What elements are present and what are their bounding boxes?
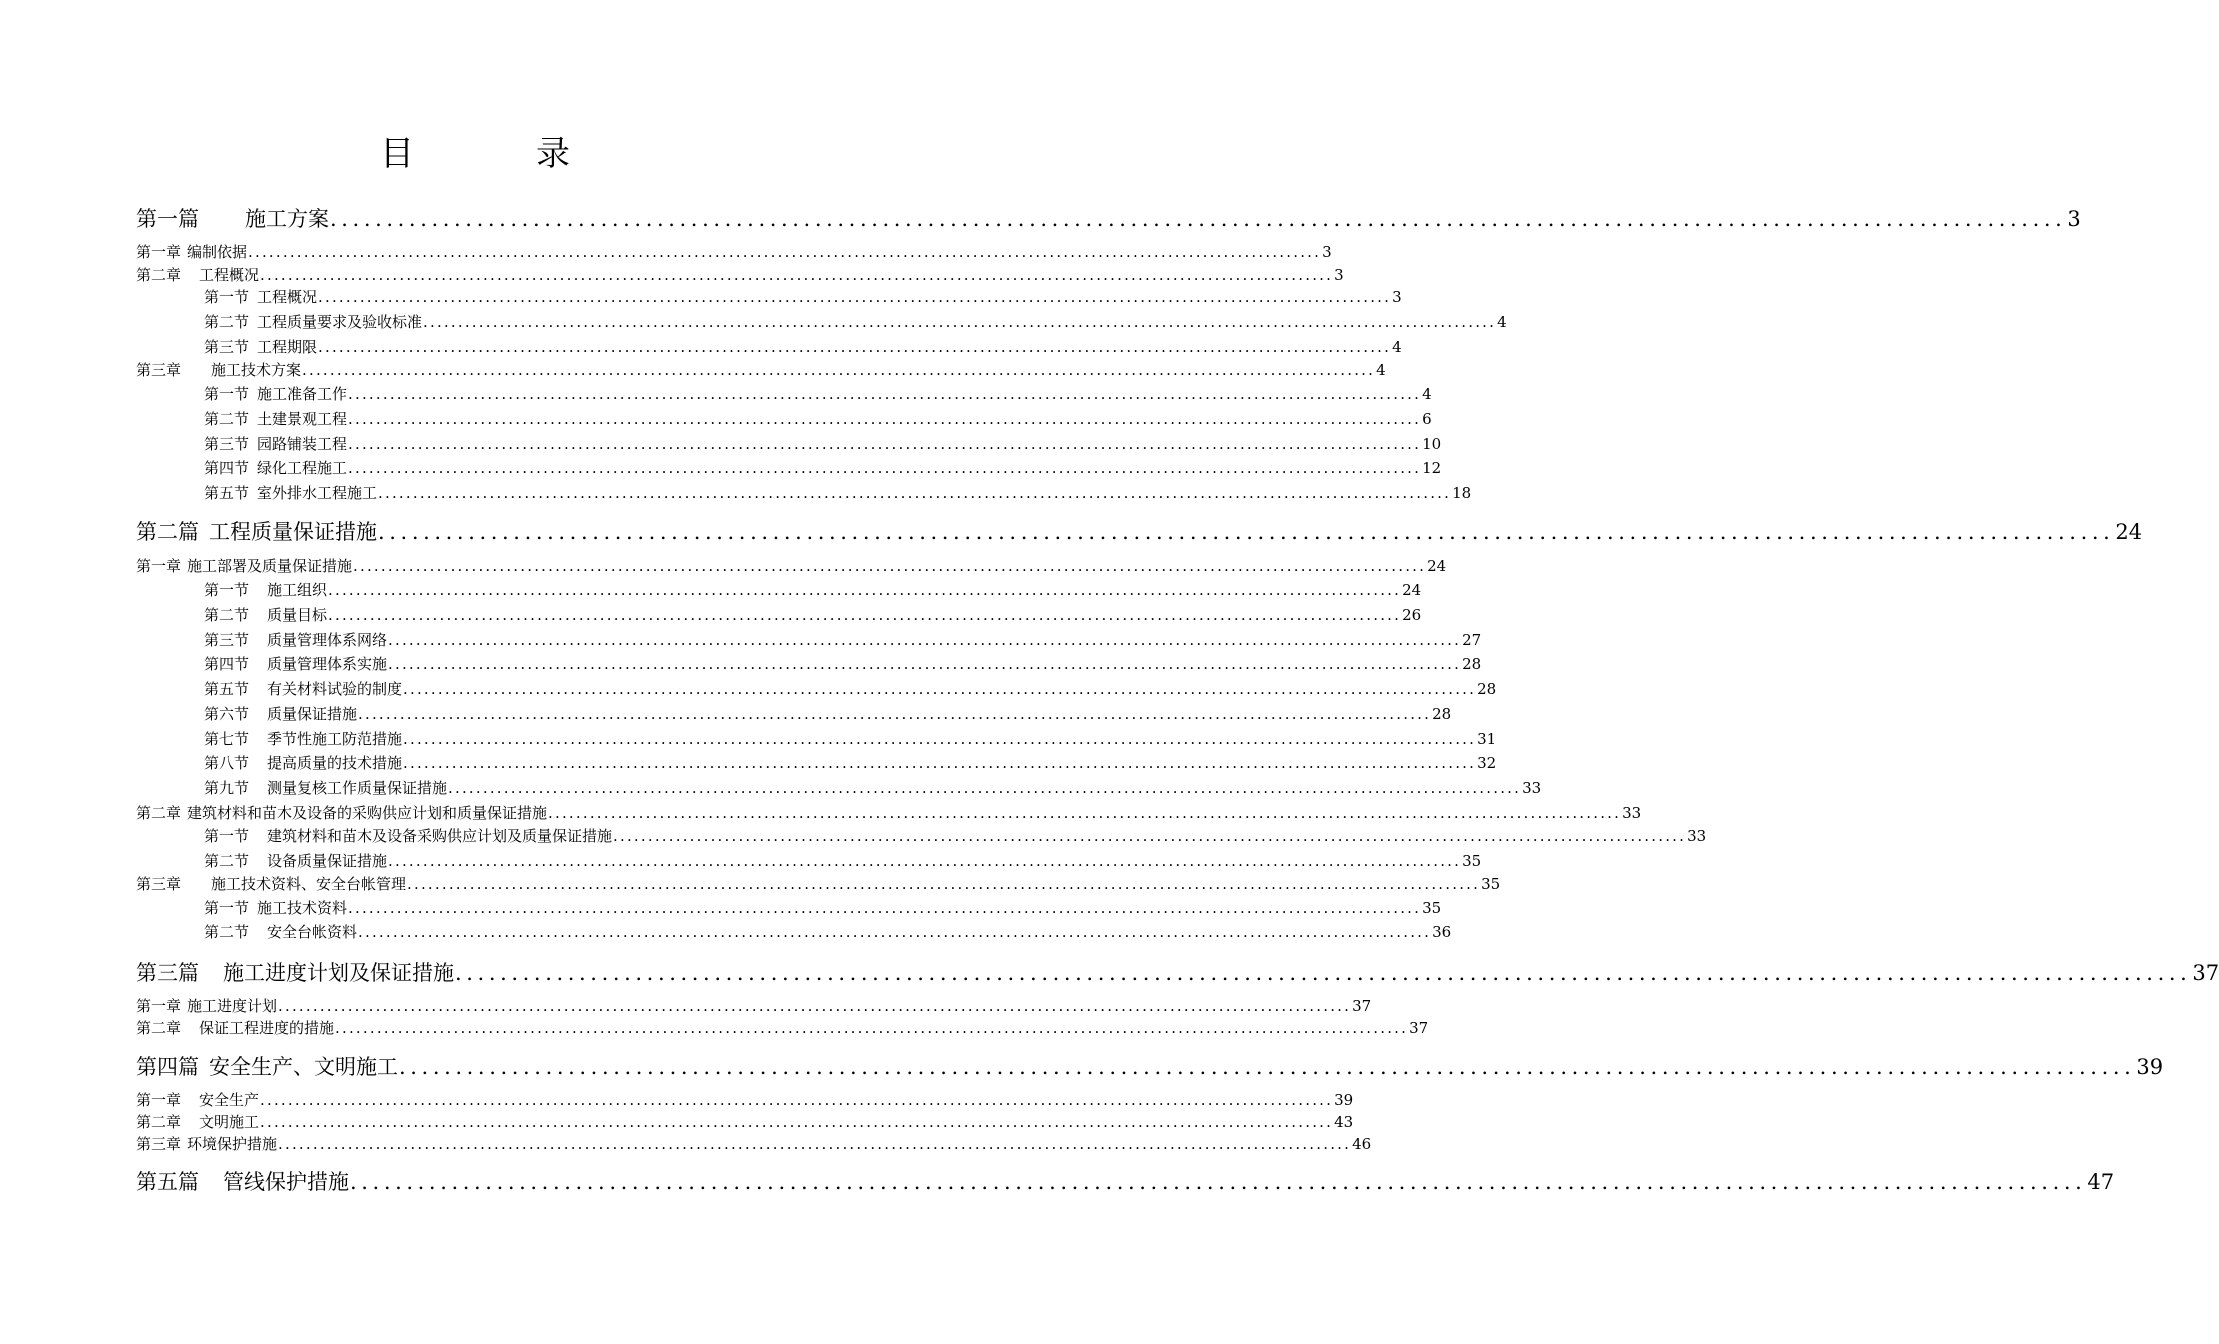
toc-dot-leader: .......................................................................................................................................................... <box>548 804 1622 822</box>
toc-entry-label <box>204 579 327 600</box>
toc-entry-label <box>136 1133 277 1154</box>
toc-entry[interactable] <box>204 311 1507 333</box>
toc-entry-prefix: 第二节 <box>204 923 250 941</box>
toc-entry-label <box>136 203 329 233</box>
toc-entry[interactable] <box>204 408 1432 430</box>
toc-entry[interactable] <box>136 203 2081 231</box>
toc-entry-prefix: 第五节 <box>204 484 250 502</box>
toc-entry-title: 安全生产 <box>199 1091 260 1109</box>
toc-dot-leader: .......................................................................................................................................................... <box>318 288 1392 306</box>
toc-page-number: 35 <box>1422 899 1442 917</box>
toc-page-number: 32 <box>1477 754 1497 772</box>
toc-dot-leader: .......................................................................................................................................................... <box>455 961 2192 985</box>
toc-entry[interactable] <box>204 921 1452 943</box>
toc-page-number: 35 <box>1481 875 1501 893</box>
toc-entry[interactable] <box>204 653 1482 675</box>
toc-page-number: 47 <box>2087 1170 2115 1194</box>
toc-entry[interactable] <box>204 457 1442 479</box>
toc-entry-prefix: 第八节 <box>204 754 250 772</box>
toc-entry-title: 工程质量保证措施 <box>209 520 377 544</box>
toc-entry-label <box>136 1111 259 1132</box>
toc-dot-leader: .......................................................................................................................................................... <box>330 207 2067 231</box>
toc-entry-label <box>204 408 347 429</box>
toc-dot-leader: .......................................................................................................................................................... <box>348 385 1422 403</box>
toc-dot-leader: .......................................................................................................................................................... <box>399 1055 2136 1079</box>
toc-entry-prefix: 第二节 <box>204 606 250 624</box>
toc-page-number: 33 <box>1622 804 1642 822</box>
toc-entry-label <box>136 802 547 823</box>
toc-entry-label <box>204 336 317 357</box>
toc-entry-label <box>204 703 357 724</box>
toc-page-number: 24 <box>2115 520 2143 544</box>
toc-entry-prefix: 第三篇 <box>136 961 199 985</box>
toc-entry-label <box>204 629 387 650</box>
toc-entry-title: 施工技术资料 <box>257 899 348 917</box>
toc-entry-label <box>204 383 347 404</box>
toc-entry[interactable] <box>204 728 1497 750</box>
toc-entry[interactable] <box>136 957 2219 985</box>
toc-page-number: 28 <box>1477 680 1497 698</box>
toc-entry[interactable] <box>136 1017 1429 1039</box>
toc-entry-label <box>136 957 454 987</box>
toc-dot-leader: .......................................................................................................................................................... <box>378 520 2115 544</box>
toc-entry-label <box>204 921 357 942</box>
toc-entry[interactable] <box>204 825 1707 847</box>
toc-entry-prefix: 第二节 <box>204 410 250 428</box>
toc-entry-title: 环境保护措施 <box>187 1135 278 1153</box>
toc-entry-title: 施工方案 <box>245 207 329 231</box>
toc-dot-leader: .......................................................................................................................................................... <box>260 1113 1334 1131</box>
toc-entry-prefix: 第三章 <box>136 361 182 379</box>
toc-entry[interactable] <box>204 604 1422 626</box>
toc-page-number: 24 <box>1402 581 1422 599</box>
toc-page-number: 31 <box>1477 730 1497 748</box>
toc-entry[interactable] <box>204 678 1497 700</box>
toc-dot-leader: .......................................................................................................................................................... <box>302 361 1376 379</box>
toc-entry-prefix: 第一节 <box>204 581 250 599</box>
toc-dot-leader: .......................................................................................................................................................... <box>348 410 1422 428</box>
toc-entry-label <box>136 264 259 285</box>
toc-dot-leader: .......................................................................................................................................................... <box>260 266 1334 284</box>
toc-entry[interactable] <box>204 777 1542 799</box>
toc-entry-prefix: 第一章 <box>136 1091 182 1109</box>
toc-dot-leader: .......................................................................................................................................................... <box>403 680 1477 698</box>
toc-entry-title: 编制依据 <box>187 243 248 261</box>
toc-entry-title: 室外排水工程施工 <box>257 484 378 502</box>
toc-page-number: 4 <box>1392 338 1402 356</box>
toc-entry-prefix: 第四节 <box>204 655 250 673</box>
toc-page-number: 4 <box>1497 313 1507 331</box>
toc-entry-prefix: 第七节 <box>204 730 250 748</box>
toc-page-number: 35 <box>1462 852 1482 870</box>
toc-entry-prefix: 第一章 <box>136 557 182 575</box>
toc-dot-leader: .......................................................................................................................................................... <box>353 557 1427 575</box>
toc-entry-prefix: 第一节 <box>204 288 250 306</box>
toc-entry[interactable] <box>136 264 1344 286</box>
toc-page-number: 36 <box>1432 923 1452 941</box>
toc-dot-leader: .......................................................................................................................................................... <box>378 484 1452 502</box>
toc-entry-label <box>204 728 402 749</box>
toc-entry[interactable] <box>204 482 1472 504</box>
toc-entry-label <box>204 286 317 307</box>
toc-page-number: 4 <box>1422 385 1432 403</box>
toc-entry-label <box>136 1089 259 1110</box>
toc-entry-prefix: 第二章 <box>136 1113 182 1131</box>
toc-dot-leader: .......................................................................................................................................................... <box>448 779 1522 797</box>
toc-entry-label <box>136 873 406 894</box>
toc-entry[interactable] <box>204 433 1442 455</box>
toc-entry-label <box>136 995 277 1016</box>
toc-page-number: 39 <box>1334 1091 1354 1109</box>
toc-page-number: 43 <box>1334 1113 1354 1131</box>
toc-entry-title: 施工进度计划及保证措施 <box>223 961 454 985</box>
toc-dot-leader: .......................................................................................................................................................... <box>248 243 1322 261</box>
toc-entry-prefix: 第四篇 <box>136 1055 199 1079</box>
toc-entry-title: 工程概况 <box>199 266 260 284</box>
toc-entry-title: 设备质量保证措施 <box>267 852 388 870</box>
toc-dot-leader: .......................................................................................................................................................... <box>358 923 1432 941</box>
toc-entry-title: 施工技术方案 <box>211 361 302 379</box>
toc-entry-prefix: 第一章 <box>136 243 182 261</box>
toc-page-number: 28 <box>1432 705 1452 723</box>
toc-dot-leader: .......................................................................................................................................................... <box>278 997 1352 1015</box>
toc-entry[interactable] <box>204 850 1482 872</box>
toc-entry-label <box>204 897 347 918</box>
toc-page-number: 37 <box>1409 1019 1429 1037</box>
toc-entry-title: 施工准备工作 <box>257 385 348 403</box>
toc-entry-prefix: 第三章 <box>136 1135 182 1153</box>
toc-entry-prefix: 第三节 <box>204 338 250 356</box>
toc-dot-leader: .......................................................................................................................................................... <box>403 730 1477 748</box>
toc-entry[interactable] <box>136 516 2143 544</box>
toc-page-number: 3 <box>1322 243 1332 261</box>
toc-dot-leader: .......................................................................................................................................................... <box>348 459 1422 477</box>
toc-entry[interactable] <box>204 897 1442 919</box>
toc-entry-label <box>204 604 327 625</box>
toc-page-number: 27 <box>1462 631 1482 649</box>
toc-dot-leader: .......................................................................................................................................................... <box>348 899 1422 917</box>
toc-entry-prefix: 第一篇 <box>136 207 199 231</box>
toc-entry-label <box>136 516 377 546</box>
toc-entry-label <box>204 311 422 332</box>
toc-entry-title: 质量管理体系网络 <box>267 631 388 649</box>
toc-entry-prefix: 第二节 <box>204 852 250 870</box>
toc-entry-prefix: 第一节 <box>204 385 250 403</box>
toc-page-number: 28 <box>1462 655 1482 673</box>
toc-entry[interactable] <box>204 286 1402 308</box>
toc-entry-prefix: 第一章 <box>136 997 182 1015</box>
toc-page-number: 33 <box>1687 827 1707 845</box>
toc-page-number: 37 <box>1352 997 1372 1015</box>
toc-entry[interactable] <box>136 1111 1354 1133</box>
toc-entry[interactable] <box>136 359 1386 381</box>
toc-entry[interactable] <box>136 1051 2164 1079</box>
toc-entry[interactable] <box>136 802 1642 824</box>
toc-entry-title: 质量管理体系实施 <box>267 655 388 673</box>
toc-page-number: 6 <box>1422 410 1432 428</box>
toc-entry-label <box>204 457 347 478</box>
toc-entry-title: 建筑材料和苗木及设备采购供应计划及质量保证措施 <box>267 827 613 845</box>
toc-page-number: 3 <box>2067 207 2081 231</box>
toc-entry-label <box>204 752 402 773</box>
toc-entry-prefix: 第二节 <box>204 313 250 331</box>
toc-page-number: 3 <box>1334 266 1344 284</box>
toc-entry-title: 文明施工 <box>199 1113 260 1131</box>
toc-entry-prefix: 第三节 <box>204 631 250 649</box>
toc-entry[interactable] <box>136 1089 1354 1111</box>
toc-dot-leader: .......................................................................................................................................................... <box>403 754 1477 772</box>
toc-entry-title: 建筑材料和苗木及设备的采购供应计划和质量保证措施 <box>187 804 548 822</box>
toc-entry-prefix: 第二篇 <box>136 520 199 544</box>
toc-entry-title: 测量复核工作质量保证措施 <box>267 779 448 797</box>
toc-entry-label <box>204 825 612 846</box>
toc-entry-prefix: 第二章 <box>136 266 182 284</box>
toc-entry-label <box>136 1051 398 1081</box>
toc-dot-leader: .......................................................................................................................................................... <box>358 705 1432 723</box>
toc-entry[interactable] <box>204 629 1482 651</box>
toc-entry[interactable] <box>136 873 1501 895</box>
toc-entry-title: 安全生产、文明施工 <box>209 1055 398 1079</box>
toc-entry-title: 质量目标 <box>267 606 328 624</box>
toc-entry-title: 工程期限 <box>257 338 318 356</box>
toc-entry-prefix: 第九节 <box>204 779 250 797</box>
toc-page-number: 4 <box>1376 361 1386 379</box>
toc-entry-title: 保证工程进度的措施 <box>199 1019 335 1037</box>
toc-entry-label <box>204 777 447 798</box>
toc-entry-prefix: 第二章 <box>136 1019 182 1037</box>
toc-entry-label <box>136 359 301 380</box>
toc-dot-leader: .......................................................................................................................................................... <box>318 338 1392 356</box>
toc-entry-prefix: 第四节 <box>204 459 250 477</box>
toc-page-number: 39 <box>2136 1055 2164 1079</box>
toc-dot-leader: .......................................................................................................................................................... <box>350 1170 2087 1194</box>
toc-entry-title: 管线保护措施 <box>223 1170 349 1194</box>
toc-entry[interactable] <box>136 1133 1372 1155</box>
toc-page-number: 26 <box>1402 606 1422 624</box>
toc-entry-label <box>204 433 347 454</box>
toc-entry[interactable] <box>204 579 1422 601</box>
toc-entry-label <box>136 241 247 262</box>
toc-entry[interactable] <box>204 336 1402 358</box>
toc-entry-prefix: 第六节 <box>204 705 250 723</box>
toc-entry-label <box>204 653 387 674</box>
toc-entry-title: 安全台帐资料 <box>267 923 358 941</box>
toc-entry-title: 提高质量的技术措施 <box>267 754 403 772</box>
toc-entry[interactable] <box>204 703 1452 725</box>
toc-entry-title: 绿化工程施工 <box>257 459 348 477</box>
toc-dot-leader: .......................................................................................................................................................... <box>260 1091 1334 1109</box>
toc-entry-prefix: 第五节 <box>204 680 250 698</box>
toc-dot-leader: .......................................................................................................................................................... <box>278 1135 1352 1153</box>
toc-entry[interactable] <box>136 241 1332 263</box>
toc-dot-leader: .......................................................................................................................................................... <box>407 875 1481 893</box>
toc-entry-label <box>204 482 377 503</box>
toc-dot-leader: .......................................................................................................................................................... <box>388 655 1462 673</box>
toc-entry[interactable] <box>136 1166 2115 1194</box>
toc-entry-title: 施工组织 <box>267 581 328 599</box>
toc-entry-prefix: 第二章 <box>136 804 182 822</box>
toc-entry-title: 施工进度计划 <box>187 997 278 1015</box>
toc-entry-title: 有关材料试验的制度 <box>267 680 403 698</box>
toc-dot-leader: .......................................................................................................................................................... <box>423 313 1497 331</box>
toc-dot-leader: .......................................................................................................................................................... <box>388 631 1462 649</box>
toc-entry[interactable] <box>204 383 1432 405</box>
toc-entry-label <box>136 1166 349 1196</box>
toc-entry-title: 土建景观工程 <box>257 410 348 428</box>
toc-page-number: 12 <box>1422 459 1442 477</box>
toc-entry-title: 季节性施工防范措施 <box>267 730 403 748</box>
toc-entry-label <box>136 555 352 576</box>
toc-entry-title: 工程质量要求及验收标准 <box>257 313 423 331</box>
toc-entry[interactable] <box>204 752 1497 774</box>
toc-page-number: 46 <box>1352 1135 1372 1153</box>
toc-dot-leader: .......................................................................................................................................................... <box>388 852 1462 870</box>
toc-page-number: 37 <box>2192 961 2219 985</box>
toc-entry-prefix: 第三章 <box>136 875 182 893</box>
toc-entry-title: 园路铺装工程 <box>257 435 348 453</box>
toc-entry[interactable] <box>136 555 1447 577</box>
page-title: 目 录 <box>380 134 614 174</box>
toc-page-number: 18 <box>1452 484 1472 502</box>
toc-entry-title: 施工部署及质量保证措施 <box>187 557 353 575</box>
toc-dot-leader: .......................................................................................................................................................... <box>328 606 1402 624</box>
toc-page-number: 3 <box>1392 288 1402 306</box>
toc-entry[interactable] <box>136 995 1372 1017</box>
toc-dot-leader: .......................................................................................................................................................... <box>335 1019 1409 1037</box>
toc-entry-title: 工程概况 <box>257 288 318 306</box>
toc-page-number: 10 <box>1422 435 1442 453</box>
toc-entry-title: 施工技术资料、安全台帐管理 <box>211 875 407 893</box>
toc-dot-leader: .......................................................................................................................................................... <box>348 435 1422 453</box>
toc-page-number: 33 <box>1522 779 1542 797</box>
toc-dot-leader: .......................................................................................................................................................... <box>613 827 1687 845</box>
toc-dot-leader: .......................................................................................................................................................... <box>328 581 1402 599</box>
toc-entry-prefix: 第三节 <box>204 435 250 453</box>
toc-page-number: 24 <box>1427 557 1447 575</box>
toc-entry-label <box>204 850 387 871</box>
toc-entry-title: 质量保证措施 <box>267 705 358 723</box>
toc-entry-label <box>136 1017 334 1038</box>
toc-entry-prefix: 第一节 <box>204 899 250 917</box>
toc-entry-label <box>204 678 402 699</box>
toc-entry-prefix: 第一节 <box>204 827 250 845</box>
toc-entry-prefix: 第五篇 <box>136 1170 199 1194</box>
